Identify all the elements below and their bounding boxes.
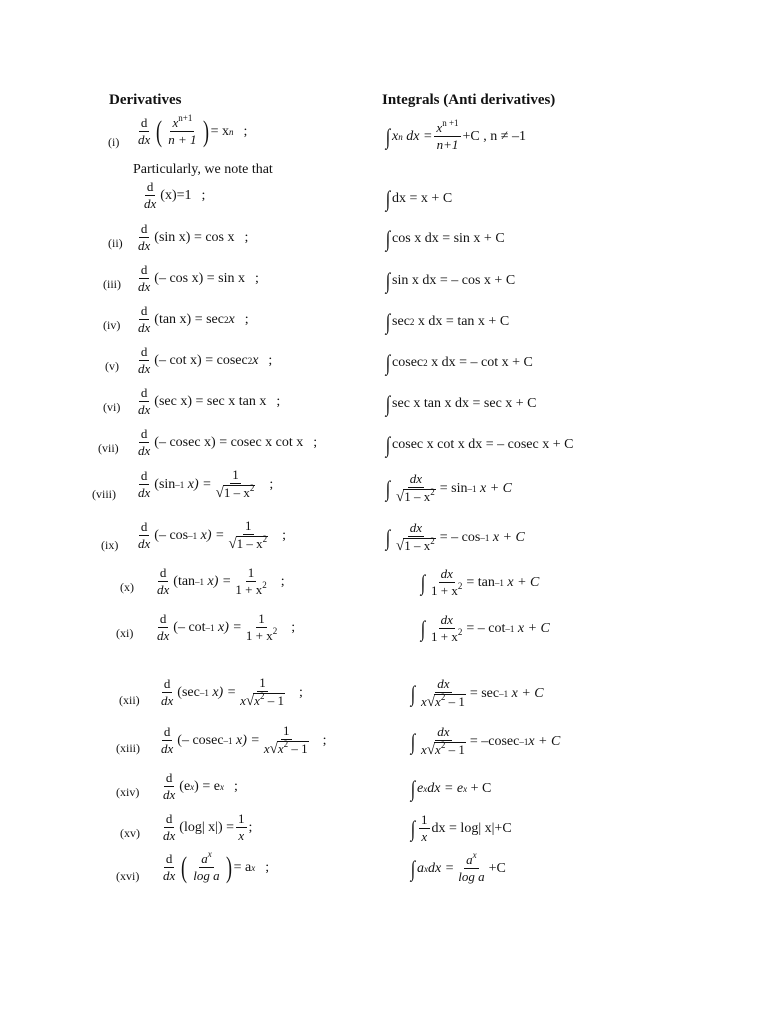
row-label-vii: (vii) bbox=[98, 441, 119, 455]
derivative-viii: d dx (sin –1 x) = $\frac{1}{√1 - x^2}$ ; bbox=[138, 467, 274, 502]
row-label-i: (i) bbox=[108, 135, 120, 149]
integral-vi: ∫ sec x tan x dx = sec x + C bbox=[385, 391, 537, 416]
integral-vii: ∫ cosec x cot x dx = – cosec x + C bbox=[385, 432, 574, 457]
integral-iv: ∫ sec 2 x dx = tan x + C bbox=[385, 309, 510, 334]
row-label-iv: (iv) bbox=[103, 318, 121, 332]
integral-ix: ∫ $\frac{dx}{√1 - x^2}$ = – cos –1 x + C bbox=[385, 520, 525, 555]
integral-iii: ∫ sin x dx = – cos x + C bbox=[385, 268, 516, 293]
derivative-ii: d dx (sin x) = cos x ; bbox=[138, 221, 249, 254]
derivative-vi: d dx (sec x) = sec x tan x ; bbox=[138, 385, 281, 418]
derivative-xi: d dx (– cot –1 x) = $\frac{1}{1 + x^2}$ ; bbox=[157, 611, 296, 644]
derivative-i: d dx ( $x^{n+1}$ n + 1 ) = x n ; bbox=[138, 113, 248, 148]
row-label-ii: (ii) bbox=[108, 236, 123, 250]
integral-xvi: ∫ a x dx = $\frac{a^x}{\text{log a}}$ +C bbox=[410, 850, 506, 885]
row-label-x: (x) bbox=[120, 580, 134, 594]
derivative-xii: d dx (sec –1 x) = $\frac{1}{x√x^2 - 1}$ ; bbox=[161, 675, 303, 710]
derivative-xiii: d dx (– cosec –1 x) = $\frac{1}{x√x^2 - 1}$ ; bbox=[161, 723, 327, 758]
derivative-v: d dx (– cot x) = cosec 2 x ; bbox=[138, 344, 273, 377]
derivative-iii: d dx (– cos x) = sin x ; bbox=[138, 262, 259, 295]
integral-xiii: ∫ $\frac{dx}{x√x^2 - 1}$ = –cosec –1 x + C bbox=[410, 724, 561, 759]
integral-i: ∫ x n dx = $\frac{x^{n +1}}{n+1}$ +C , n ≠ –1 bbox=[385, 118, 526, 153]
row-label-viii: (viii) bbox=[92, 487, 116, 501]
integral-x: ∫ $\frac{dx}{1 + x^2}$ = tan –1 x + C bbox=[420, 566, 540, 599]
integral-xv: ∫ 1 x dx = log| x|+C bbox=[410, 812, 512, 845]
row-label-xi: (xi) bbox=[116, 626, 134, 640]
integral-xi: ∫ $\frac{dx}{1 + x^2}$ = – cot –1 x + C bbox=[420, 612, 550, 645]
derivatives-heading: Derivatives bbox=[109, 92, 182, 108]
note-text: Particularly, we note that bbox=[133, 162, 273, 177]
row-label-vi: (vi) bbox=[103, 400, 121, 414]
derivative-ix: d dx (– cos –1 x) = $\frac{1}{√1 - x^2}$ ; bbox=[138, 518, 287, 553]
derivative-particular: d dx (x)=1 ; bbox=[144, 179, 206, 212]
row-label-ix: (ix) bbox=[101, 538, 119, 552]
derivative-xiv: d dx (e x ) = e x ; bbox=[163, 770, 238, 803]
derivative-xv: d dx (log| x|) = $\frac{1}{x}$ ; bbox=[163, 811, 253, 844]
integral-ii: ∫ cos x dx = sin x + C bbox=[385, 226, 505, 251]
integral-xii: ∫ $\frac{dx}{x√x^2 - 1}$ = sec –1 x + C bbox=[410, 676, 544, 711]
row-label-iii: (iii) bbox=[103, 277, 121, 291]
derivative-xvi: d dx ( $a^x$ log a ) = a x ; bbox=[163, 849, 270, 884]
row-label-v: (v) bbox=[105, 359, 119, 373]
row-label-xiii: (xiii) bbox=[116, 741, 140, 755]
row-label-xvi: (xvi) bbox=[116, 869, 140, 883]
row-label-xv: (xv) bbox=[120, 826, 140, 840]
row-label-xii: (xii) bbox=[119, 693, 140, 707]
integral-xiv: ∫ e x dx = e x + C bbox=[410, 776, 492, 801]
integral-viii: ∫ $\frac{dx}{√1 - x^2}$ = sin –1 x + C bbox=[385, 471, 512, 506]
row-label-xiv: (xiv) bbox=[116, 785, 140, 799]
derivative-iv: d dx (tan x) = sec 2 x ; bbox=[138, 303, 249, 336]
derivative-x: d dx (tan –1 x) = $\frac{1}{1 + x^2}$ ; bbox=[157, 565, 285, 598]
integral-particular: ∫ dx = x + C bbox=[385, 186, 453, 211]
integral-v: ∫ cosec 2 x dx = – cot x + C bbox=[385, 350, 533, 375]
integrals-heading: Integrals (Anti derivatives) bbox=[382, 92, 556, 108]
derivative-vii: d dx (– cosec x) = cosec x cot x ; bbox=[138, 426, 318, 459]
